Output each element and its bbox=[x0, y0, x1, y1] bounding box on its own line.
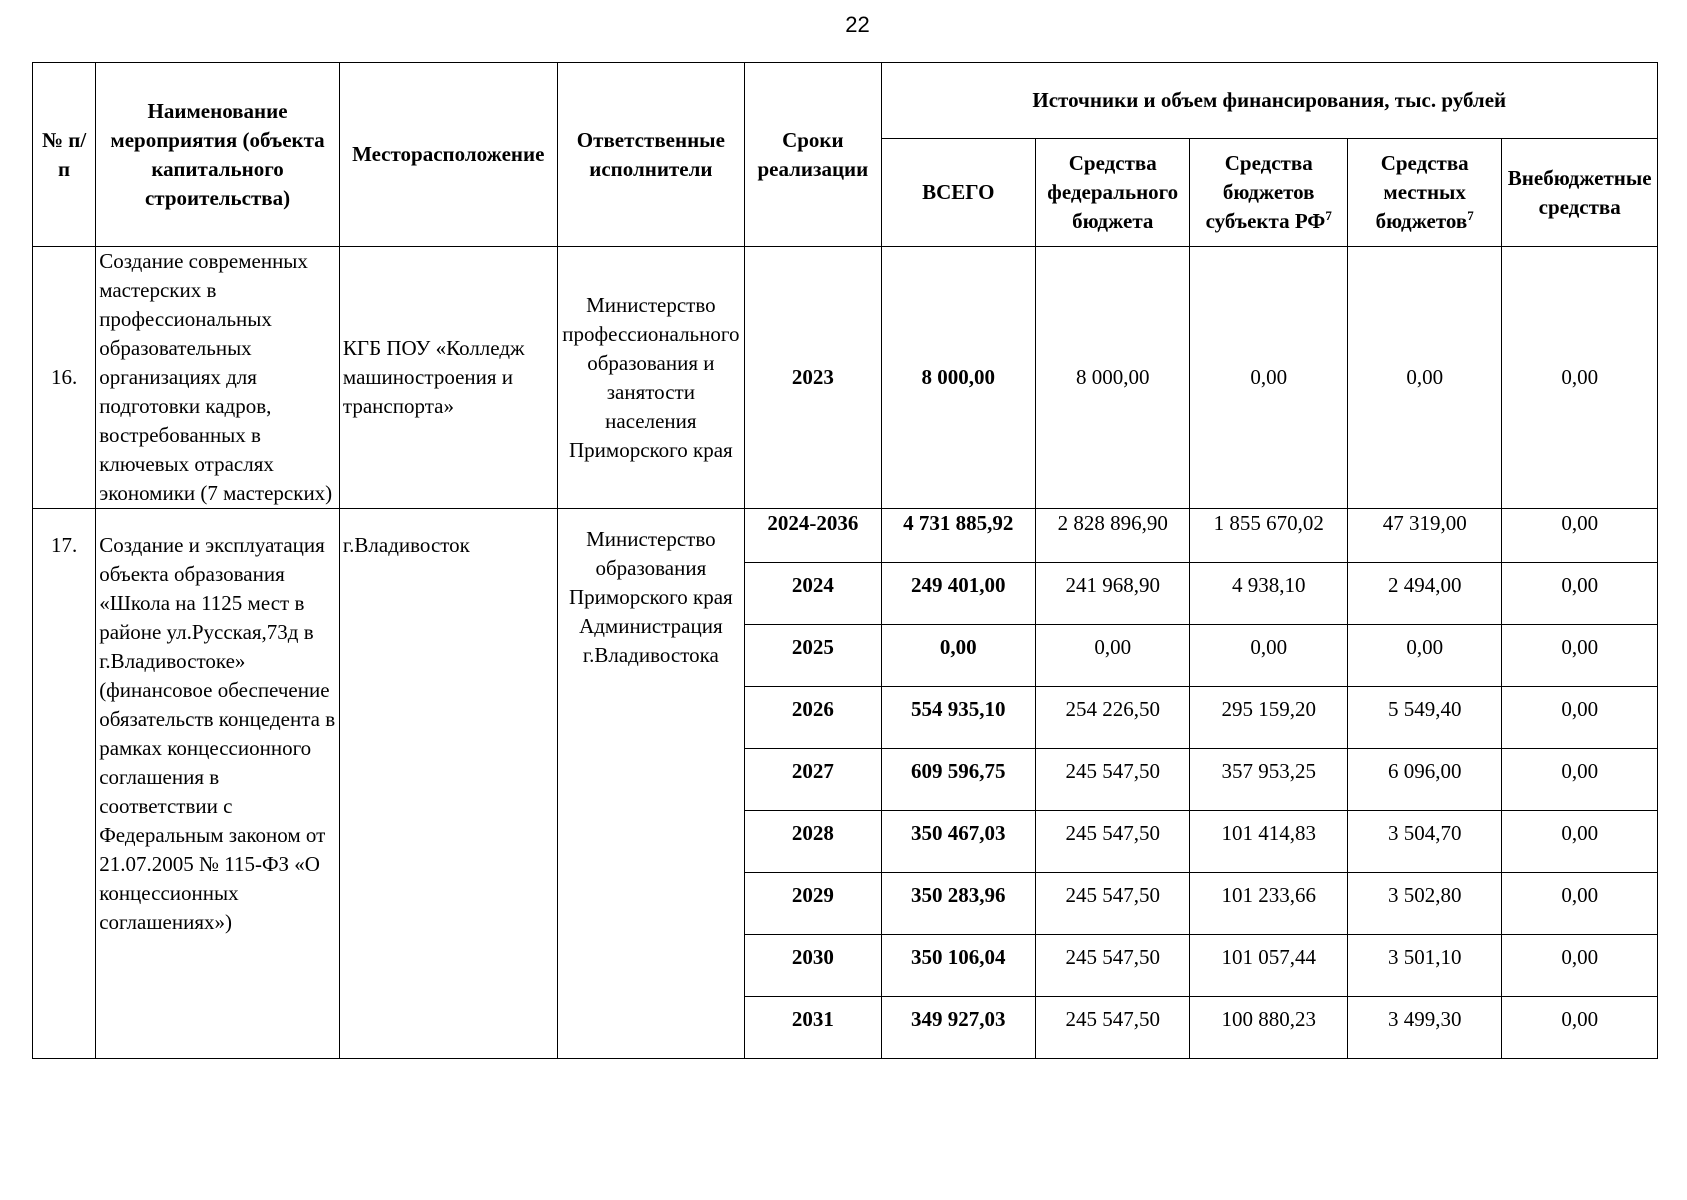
header-location: Месторасположение bbox=[339, 63, 557, 247]
event-name: Создание современных мастерских в профессиональных образовательных организациях для подготовки кадров, востребованных в ключевых отраслях экономики (7 мастерских) bbox=[96, 247, 340, 509]
total: 4 731 885,92 bbox=[881, 509, 1035, 563]
footnote-ref: 7 bbox=[1325, 208, 1332, 223]
local-funds: 3 501,10 bbox=[1347, 935, 1501, 997]
period: 2025 bbox=[745, 625, 881, 687]
period: 2029 bbox=[745, 873, 881, 935]
regional-funds: 101 057,44 bbox=[1190, 935, 1347, 997]
header-period: Сроки реализации bbox=[745, 63, 881, 247]
regional-funds: 357 953,25 bbox=[1190, 749, 1347, 811]
footnote-ref: 7 bbox=[1467, 208, 1474, 223]
event-name: Создание и эксплуатация объекта образования «Школа на 1125 мест в районе ул.Русская,73д в г.Владивостоке» (финансовое обеспечение обязательств концедента в рамках концессионного соглашения в соответствии с Федеральным законом от 21.07.2005 № 115-ФЗ «О концессионных соглашениях») bbox=[96, 509, 340, 1059]
local-funds: 3 502,80 bbox=[1347, 873, 1501, 935]
total: 350 283,96 bbox=[881, 873, 1035, 935]
federal-funds: 241 968,90 bbox=[1036, 563, 1190, 625]
extra-budgetary-funds: 0,00 bbox=[1502, 625, 1658, 687]
header-total: ВСЕГО bbox=[881, 139, 1035, 247]
header-financing-sources: Источники и объем финансирования, тыс. рублей bbox=[881, 63, 1657, 139]
row-number: 16. bbox=[33, 247, 96, 509]
local-funds: 6 096,00 bbox=[1347, 749, 1501, 811]
responsible: Министерство профессионального образования и занятости населения Приморского края bbox=[557, 247, 745, 509]
total: 350 467,03 bbox=[881, 811, 1035, 873]
federal-funds: 254 226,50 bbox=[1036, 687, 1190, 749]
row-number: 17. bbox=[33, 509, 96, 1059]
total: 249 401,00 bbox=[881, 563, 1035, 625]
regional-funds: 0,00 bbox=[1190, 247, 1347, 509]
page-number: 22 bbox=[845, 12, 870, 37]
header-local bbox=[1347, 139, 1501, 247]
extra-budgetary-funds: 0,00 bbox=[1502, 247, 1658, 509]
local-funds: 0,00 bbox=[1347, 247, 1501, 509]
total: 350 106,04 bbox=[881, 935, 1035, 997]
extra-budgetary-funds: 0,00 bbox=[1502, 873, 1658, 935]
extra-budgetary-funds: 0,00 bbox=[1502, 509, 1658, 563]
extra-budgetary-funds: 0,00 bbox=[1502, 687, 1658, 749]
total: 8 000,00 bbox=[881, 247, 1035, 509]
local-funds: 47 319,00 bbox=[1347, 509, 1501, 563]
period: 2023 bbox=[745, 247, 881, 509]
header-responsible: Ответственные исполнители bbox=[557, 63, 745, 247]
regional-funds: 0,00 bbox=[1190, 625, 1347, 687]
extra-budgetary-funds: 0,00 bbox=[1502, 563, 1658, 625]
regional-funds: 295 159,20 bbox=[1190, 687, 1347, 749]
location: КГБ ПОУ «Колледж машиностроения и транспорта» bbox=[339, 247, 557, 509]
header-regional bbox=[1190, 139, 1347, 247]
federal-funds: 8 000,00 bbox=[1036, 247, 1190, 509]
period: 2027 bbox=[745, 749, 881, 811]
local-funds: 3 499,30 bbox=[1347, 997, 1501, 1059]
period: 2030 bbox=[745, 935, 881, 997]
period: 2024 bbox=[745, 563, 881, 625]
total: 554 935,10 bbox=[881, 687, 1035, 749]
federal-funds: 0,00 bbox=[1036, 625, 1190, 687]
total: 0,00 bbox=[881, 625, 1035, 687]
header-regional-label: Средства бюджетов субъекта РФ bbox=[1205, 151, 1326, 233]
federal-funds: 245 547,50 bbox=[1036, 873, 1190, 935]
federal-funds: 245 547,50 bbox=[1036, 811, 1190, 873]
federal-funds: 245 547,50 bbox=[1036, 997, 1190, 1059]
regional-funds: 101 414,83 bbox=[1190, 811, 1347, 873]
extra-budgetary-funds: 0,00 bbox=[1502, 935, 1658, 997]
header-event-name: Наименование мероприятия (объекта капитального строительства) bbox=[96, 63, 340, 247]
federal-funds: 245 547,50 bbox=[1036, 749, 1190, 811]
financing-table bbox=[32, 62, 1658, 1059]
period: 2028 bbox=[745, 811, 881, 873]
local-funds: 2 494,00 bbox=[1347, 563, 1501, 625]
header-num: № п/п bbox=[33, 63, 96, 247]
location: г.Владивосток bbox=[339, 509, 557, 1059]
federal-funds: 2 828 896,90 bbox=[1036, 509, 1190, 563]
local-funds: 0,00 bbox=[1347, 625, 1501, 687]
local-funds: 3 504,70 bbox=[1347, 811, 1501, 873]
period: 2024-2036 bbox=[745, 509, 881, 563]
table-header bbox=[33, 63, 1658, 247]
period: 2031 bbox=[745, 997, 881, 1059]
table-row bbox=[33, 509, 1658, 563]
extra-budgetary-funds: 0,00 bbox=[1502, 749, 1658, 811]
header-local-label: Средства местных бюджетов bbox=[1375, 151, 1469, 233]
extra-budgetary-funds: 0,00 bbox=[1502, 811, 1658, 873]
period: 2026 bbox=[745, 687, 881, 749]
header-extra-budgetary: Внебюджетные средства bbox=[1502, 139, 1658, 247]
regional-funds: 101 233,66 bbox=[1190, 873, 1347, 935]
regional-funds: 1 855 670,02 bbox=[1190, 509, 1347, 563]
table-row bbox=[33, 247, 1658, 509]
header-federal: Средства федерального бюджета bbox=[1036, 139, 1190, 247]
extra-budgetary-funds: 0,00 bbox=[1502, 997, 1658, 1059]
local-funds: 5 549,40 bbox=[1347, 687, 1501, 749]
responsible: Министерство образования Приморского края Администрация г.Владивостока bbox=[557, 509, 745, 1059]
total: 349 927,03 bbox=[881, 997, 1035, 1059]
regional-funds: 100 880,23 bbox=[1190, 997, 1347, 1059]
total: 609 596,75 bbox=[881, 749, 1035, 811]
regional-funds: 4 938,10 bbox=[1190, 563, 1347, 625]
federal-funds: 245 547,50 bbox=[1036, 935, 1190, 997]
